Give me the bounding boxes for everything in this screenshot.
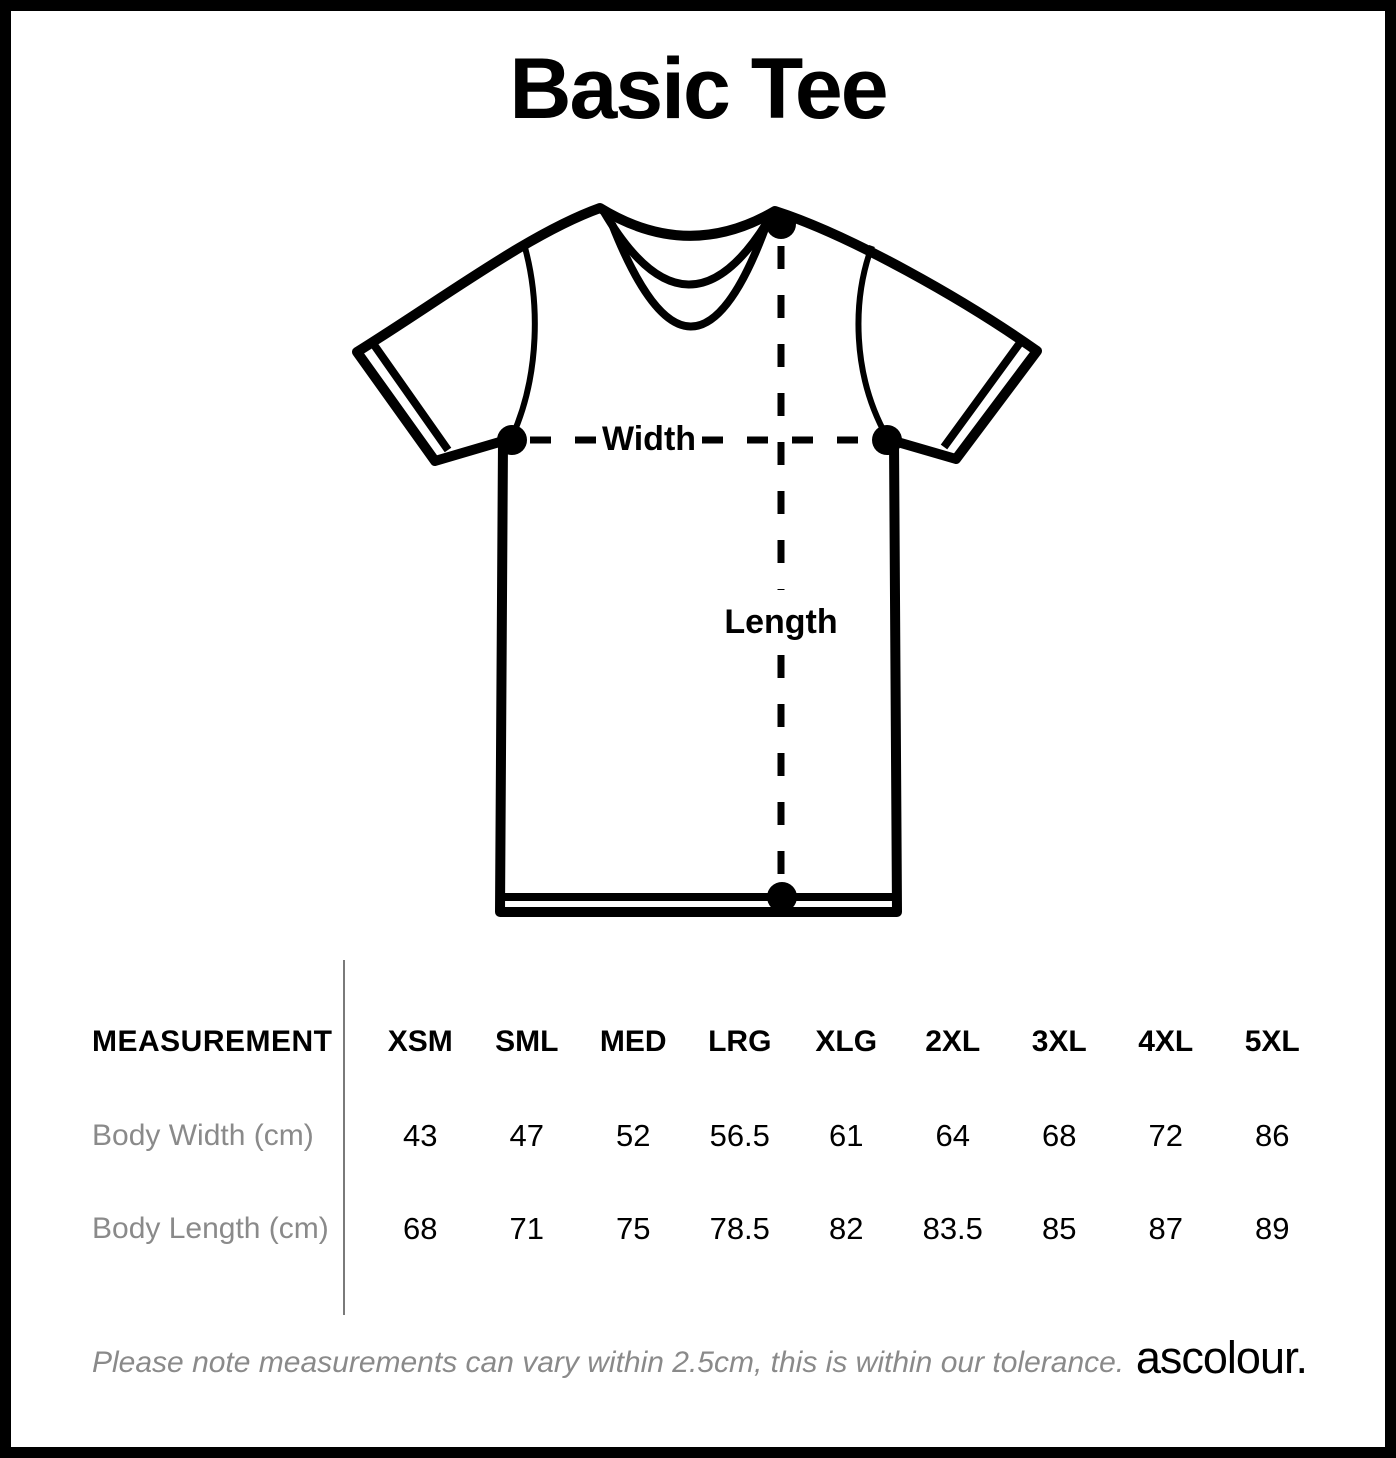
table-header-row-cell: LRG (708, 1025, 772, 1058)
table-header-row-cell: 5XL (1244, 1025, 1300, 1058)
hem-point-dot (767, 882, 797, 912)
table-row-2-cell: 89 (1255, 1211, 1290, 1246)
table-row-2-cell: 68 (403, 1211, 438, 1246)
tshirt-diagram (330, 175, 1070, 935)
table-row-1-cell: 72 (1148, 1118, 1183, 1153)
neck-point-dot (766, 209, 796, 239)
table-row-2-cell: 71 (509, 1211, 544, 1246)
table-row-1-cell: 86 (1255, 1118, 1290, 1153)
table-header-row-cell: SML (495, 1025, 559, 1058)
table-row-2-cell: 82 (829, 1211, 864, 1246)
width-label: Width (601, 420, 697, 458)
table-row-2-cell: 75 (616, 1211, 651, 1246)
page-title: Basic Tee (509, 41, 887, 137)
table-header-row-cell: 2XL (925, 1025, 981, 1058)
table-header-row (11, 1020, 1385, 1064)
table-row-1-cell: 64 (935, 1118, 970, 1153)
table-header-row-cell: 3XL (1031, 1025, 1087, 1058)
table-row-1-cell: 43 (403, 1118, 438, 1153)
table-row-1-cell: 47 (509, 1118, 544, 1153)
table-header-row-cell: 4XL (1138, 1025, 1194, 1058)
table-row-1-label: Body Width (cm) (92, 1119, 314, 1152)
table-row-1 (11, 1114, 1385, 1158)
table-row-2-cell: 85 (1042, 1211, 1077, 1246)
table-row-2-cell: 87 (1148, 1211, 1183, 1246)
brand-logo: ascolour. (1135, 1332, 1307, 1383)
table-header-row-cell: MED (599, 1025, 667, 1058)
table-row-2-label: Body Length (cm) (92, 1212, 329, 1245)
table-header-row-cell: XSM (387, 1025, 453, 1058)
table-divider (343, 960, 345, 1315)
table-row-2 (11, 1207, 1385, 1251)
table-header-row-cell: XLG (815, 1025, 878, 1058)
left-armpit-dot (497, 425, 527, 455)
right-armpit-dot (872, 425, 902, 455)
table-row-1-cell: 52 (616, 1118, 651, 1153)
table-row-2-cell: 83.5 (922, 1211, 983, 1246)
length-label: Length (724, 603, 838, 641)
table-row-1-cell: 61 (829, 1118, 864, 1153)
tolerance-note: Please note measurements can vary within 2.5cm, this is within our tolerance. (92, 1346, 1125, 1379)
tshirt-outline (357, 208, 1037, 912)
table-row-1-cell: 56.5 (709, 1118, 770, 1153)
table-row-1-cell: 68 (1042, 1118, 1077, 1153)
table-row-2-cell: 78.5 (709, 1211, 770, 1246)
table-header-row-label: MEASUREMENT (92, 1025, 333, 1058)
